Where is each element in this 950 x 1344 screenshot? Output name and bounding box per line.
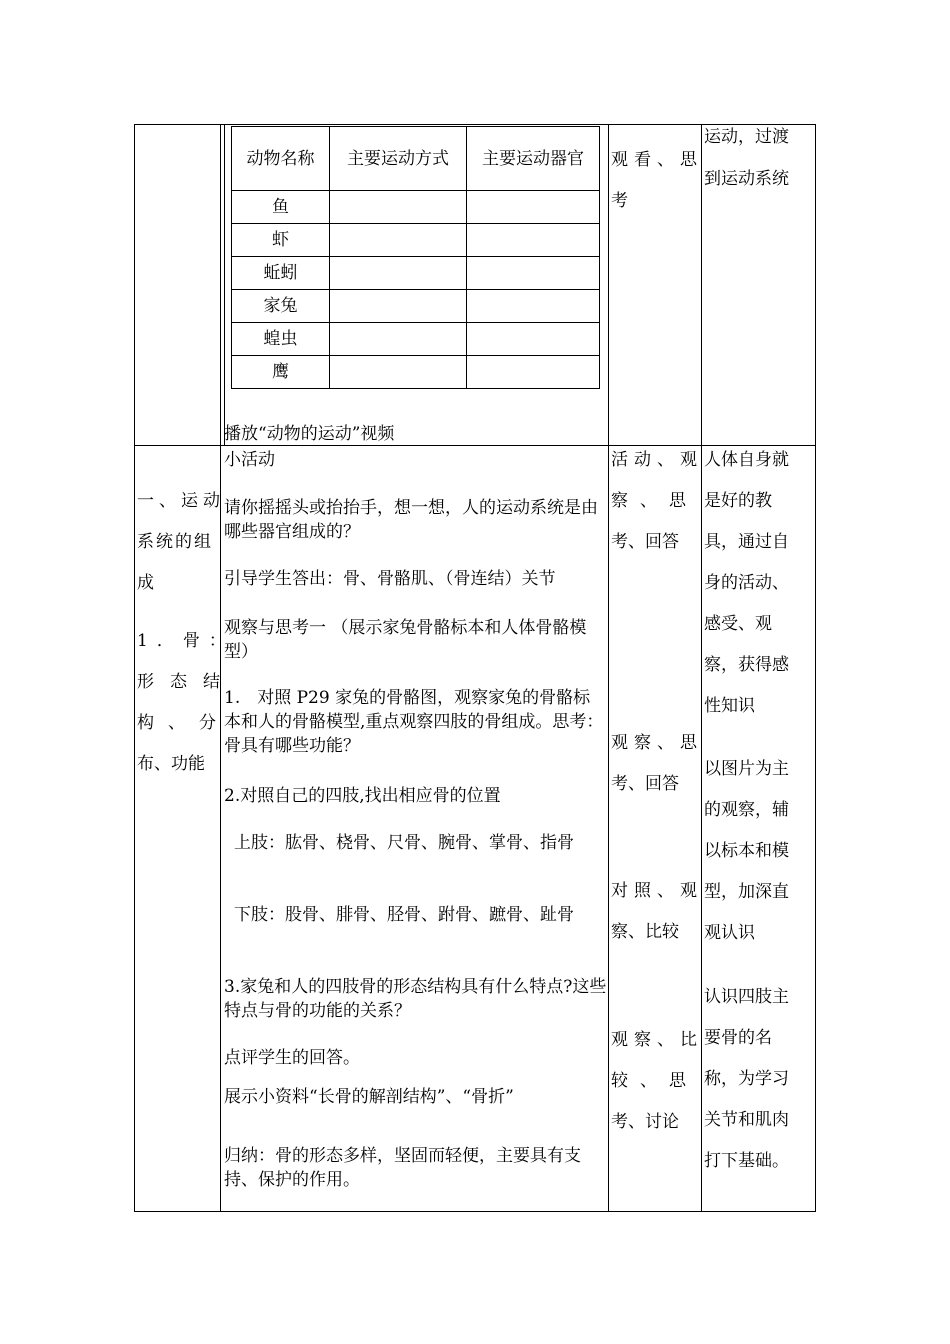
student-activity-line: 对照、观 — [611, 881, 703, 901]
student-activity-line: 较、思 — [611, 1071, 698, 1091]
animal-cell: 家兔 — [232, 290, 330, 323]
student-activity-line: 察、思 — [611, 491, 698, 511]
activity-title: 小活动 — [224, 450, 275, 470]
table-row — [232, 257, 600, 290]
design-intent-line: 以图片为主 — [704, 759, 789, 779]
upper-limb-bones: 上肢：肱骨、桡骨、尺骨、腕骨、掌骨、指骨 — [234, 833, 574, 853]
design-intent-line: 运动，过渡 — [704, 127, 789, 147]
step-two: 2.对照自己的四肢,找出相应骨的位置 — [224, 786, 501, 806]
step-one: 1. 对照 P29 家兔的骨骼图，观察家兔的骨骼标本和人的骨骼模型,重点观察四肢的骨组成。思考：骨具有哪些功能？ — [224, 688, 604, 756]
teacher-comment: 点评学生的回答。 — [224, 1048, 360, 1068]
design-intent-line: 察，获得感 — [704, 655, 789, 675]
subsection-heading-line: 1．骨： — [137, 631, 235, 651]
design-intent-line: 以标本和模 — [704, 841, 789, 861]
student-activity-line: 考、讨论 — [611, 1112, 679, 1132]
design-intent-line: 关节和肌肉 — [704, 1110, 789, 1130]
movement-organ-cell — [467, 290, 600, 323]
subsection-heading-line: 形态结 — [137, 672, 236, 692]
design-intent-line: 是好的教 — [704, 491, 772, 511]
movement-organ-cell — [467, 323, 600, 356]
design-intent-line: 称，为学习 — [704, 1069, 789, 1089]
design-intent-line: 认识四肢主 — [704, 987, 789, 1007]
header-movement-organ: 主要运动器官 — [467, 127, 600, 191]
design-intent-c — [704, 977, 789, 1182]
col-border-0 — [134, 124, 135, 1211]
design-intent-line: 到运动系统 — [704, 169, 789, 189]
table-row — [232, 290, 600, 323]
subsection-heading-line: 构、分 — [137, 713, 230, 733]
design-intent-line: 打下基础。 — [704, 1151, 789, 1171]
row1-student-activity — [611, 140, 703, 222]
design-intent-line: 人体自身就 — [704, 450, 789, 470]
table-row — [232, 191, 600, 224]
student-activity-line: 观察、比 — [611, 1030, 703, 1050]
table-row — [232, 323, 600, 356]
subsection-heading — [137, 621, 236, 785]
movement-mode-cell — [330, 257, 467, 290]
lower-limb-bones: 下肢：股骨、腓骨、胫骨、跗骨、蹠骨、趾骨 — [234, 905, 574, 925]
student-activity-a — [611, 440, 703, 563]
guide-answer: 引导学生答出：骨、骨骼肌、（骨连结）关节 — [224, 569, 556, 589]
design-intent-a — [704, 440, 789, 727]
student-activity-b — [611, 723, 703, 805]
movement-mode-cell — [330, 290, 467, 323]
section-heading — [137, 481, 225, 604]
design-intent-line: 型，加深直 — [704, 882, 789, 902]
movement-organ-cell — [467, 224, 600, 257]
row1-design-intent — [704, 124, 789, 208]
design-intent-line: 的观察，辅 — [704, 800, 789, 820]
col-border-1b — [224, 124, 225, 445]
design-intent-line: 身的活动、 — [704, 573, 789, 593]
summary: 归纳：骨的形态多样，坚固而轻便，主要具有支持、保护的作用。 — [224, 1146, 581, 1190]
animal-movement-table — [231, 126, 600, 389]
student-activity-line: 活动、观 — [611, 450, 703, 470]
student-activity-line: 考、回答 — [611, 774, 679, 794]
movement-organ-cell — [467, 356, 600, 389]
student-activity-line: 观察、思 — [611, 733, 703, 753]
animal-cell: 蚯蚓 — [232, 257, 330, 290]
student-activity-c — [611, 871, 703, 953]
movement-mode-cell — [330, 323, 467, 356]
col-border-4 — [815, 124, 816, 1211]
movement-mode-cell — [330, 356, 467, 389]
step-three: 3.家兔和人的四肢骨的形态结构具有什么特点?这些特点与骨的功能的关系？ — [224, 977, 607, 1021]
col-border-2 — [608, 124, 609, 1211]
activity-question: 请你摇摇头或抬抬手，想一想，人的运动系统是由哪些器官组成的？ — [224, 498, 598, 542]
header-movement-mode: 主要运动方式 — [330, 127, 467, 191]
movement-organ-cell — [467, 257, 600, 290]
movement-mode-cell — [330, 224, 467, 257]
section-heading-line: 一、运动 — [137, 491, 225, 511]
animal-cell: 虾 — [232, 224, 330, 257]
student-activity-d — [611, 1020, 703, 1143]
section-heading-line: 成 — [137, 573, 154, 593]
design-intent-b — [704, 749, 789, 954]
table-bottom-border — [134, 1211, 816, 1212]
design-intent-line: 具，通过自 — [704, 532, 789, 552]
material-display: 展示小资料“长骨的解剖结构”、“骨折” — [224, 1087, 514, 1107]
design-intent-line: 感受、观 — [704, 614, 772, 634]
student-activity-line: 观看、思 — [611, 150, 703, 170]
header-animal-name: 动物名称 — [232, 127, 330, 191]
subsection-heading-line: 布、功能 — [137, 754, 205, 774]
student-activity-line: 考 — [611, 191, 634, 211]
animal-cell: 蝗虫 — [232, 323, 330, 356]
section-heading-line: 系统的组 — [137, 532, 213, 552]
design-intent-line: 要骨的名 — [704, 1028, 772, 1048]
table-header-row — [232, 127, 600, 191]
movement-organ-cell — [467, 191, 600, 224]
design-intent-line: 观认识 — [704, 923, 755, 943]
student-activity-line: 察、比较 — [611, 922, 679, 942]
design-intent-line: 性知识 — [704, 696, 755, 716]
video-instruction: 播放“动物的运动”视频 — [224, 424, 395, 444]
animal-cell: 鹰 — [232, 356, 330, 389]
observe-and-think: 观察与思考一 （展示家兔骨骼标本和人体骨骼模型） — [224, 618, 587, 662]
table-row — [232, 224, 600, 257]
animal-cell: 鱼 — [232, 191, 330, 224]
movement-mode-cell — [330, 191, 467, 224]
table-row — [232, 356, 600, 389]
student-activity-line: 考、回答 — [611, 532, 679, 552]
